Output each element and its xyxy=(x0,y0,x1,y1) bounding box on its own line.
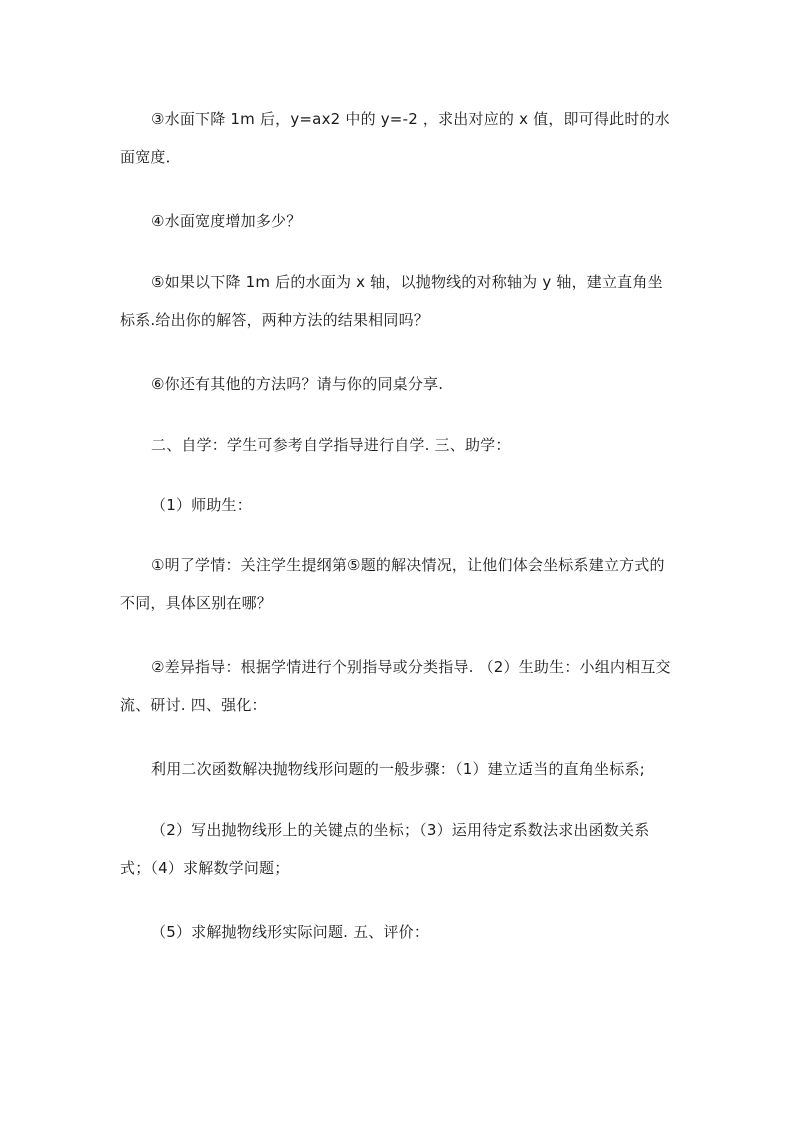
paragraph-general-steps: 利用二次函数解决抛物线形问题的一般步骤：（1）建立适当的直角坐标系; xyxy=(151,760,645,778)
paragraph-water-drop-width: ③水面下降 1m 后，y=ax2 中的 y=-2 ，求出对应的 x 值，即可得此时的水面宽度． xyxy=(120,110,670,166)
paragraph-evaluation: （5）求解抛物线形实际问题. 五、评价： xyxy=(151,923,430,941)
paragraph-width-increase: ④水面宽度增加多少？ xyxy=(151,212,302,230)
paragraph-alternate-coordinates: ⑤如果以下降 1m 后的水面为 x 轴，以抛物线的对称轴为 y 轴，建立直角坐标系.给出你的解答，两种方法的结果相同吗？ xyxy=(120,273,663,329)
paragraph-other-methods: ⑥你还有其他的方法吗？请与你的同桌分享. xyxy=(151,375,444,393)
paragraph-differentiated-guidance: ②差异指导：根据学情进行个别指导或分类指导. （2）生助生：小组内相互交流、研讨. 四、强化： xyxy=(120,658,671,714)
paragraph-self-study: 二、自学：学生可参考自学指导进行自学. 三、助学： xyxy=(151,436,511,454)
paragraph-understand-situation: ①明了学情：关注学生提纲第⑤题的解决情况，让他们体会坐标系建立方式的不同，具体区别在哪？ xyxy=(120,556,665,612)
paragraph-steps-continued: （2）写出抛物线形上的关键点的坐标；（3）运用待定系数法求出函数关系式；（4）求解数学问题； xyxy=(120,821,650,877)
paragraph-teacher-helps: （1）师助生： xyxy=(151,496,252,514)
